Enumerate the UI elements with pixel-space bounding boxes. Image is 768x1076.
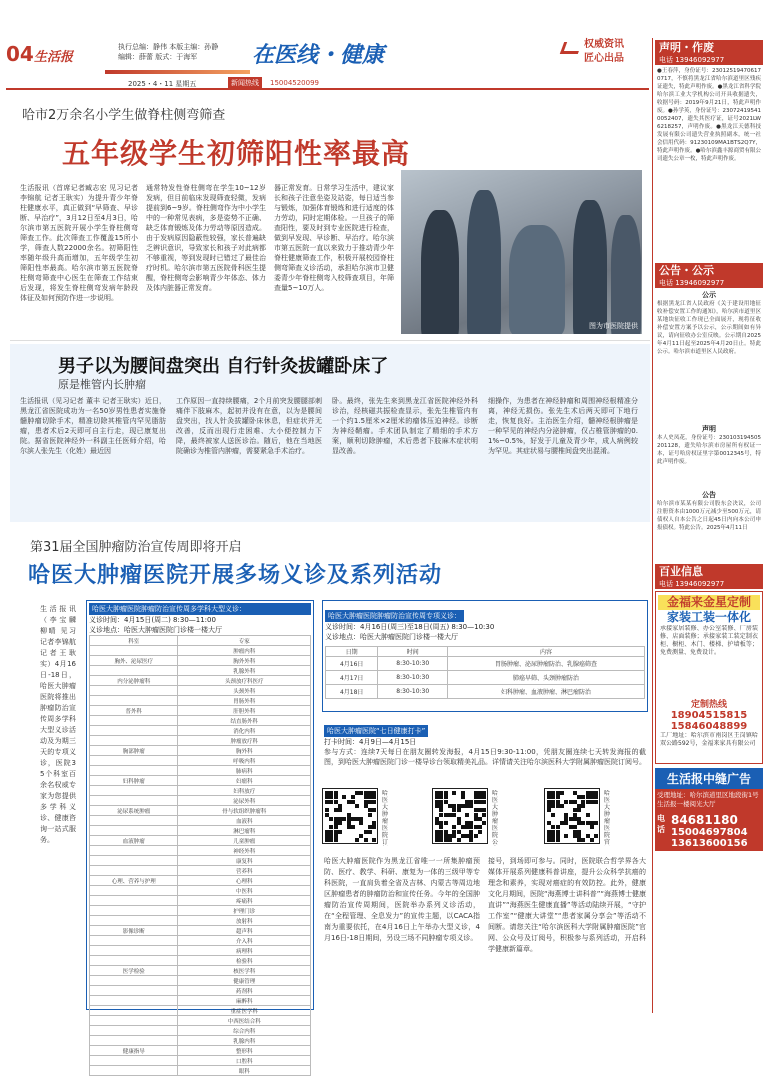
- table-cell: 中西医结合科: [178, 1016, 311, 1026]
- table-cell: [90, 986, 178, 996]
- table-cell: 营养科: [178, 866, 311, 876]
- table-cell: 口腔科: [178, 1056, 311, 1066]
- classified-phone: 电话 13946092977: [655, 580, 763, 589]
- table-row: [326, 657, 645, 671]
- issue-date: 2025・4・11 星期五: [128, 80, 197, 88]
- table-cell: 重症医学科: [178, 1006, 311, 1016]
- article1-headline: 五年级学生初筛阳性率最高: [62, 137, 411, 170]
- table-cell: 肺病科: [178, 766, 311, 776]
- table-header-row: [90, 636, 311, 646]
- qr-module: [594, 834, 598, 838]
- table-cell: [90, 826, 178, 836]
- table-cell: [90, 696, 178, 706]
- table-cell: 8:30-10:30: [378, 685, 448, 699]
- table-cell: 胸外外科: [178, 656, 311, 666]
- qr-module: [564, 834, 568, 838]
- schedule-table: [89, 635, 311, 1076]
- table-cell: 核医学科: [178, 966, 311, 976]
- ad-phone: 13613600156: [671, 838, 748, 849]
- qr-module: [457, 808, 461, 812]
- table-row: [90, 1046, 311, 1056]
- table-cell: 康复科: [178, 856, 311, 866]
- slogan-line-1: 权威资讯: [584, 39, 624, 50]
- table-cell: [90, 1036, 178, 1046]
- table-cell: 健康指导: [90, 1046, 178, 1056]
- table-cell: 骨与软组织肿瘤科: [178, 806, 311, 816]
- specialty-place: 义诊地点：哈医大肿瘤医院门诊楼一楼大厅: [325, 633, 458, 641]
- table-row: [90, 1056, 311, 1066]
- ad-phone: 84681180: [671, 813, 738, 827]
- table-cell: 肿瘤内科: [178, 646, 311, 656]
- student-figure: [467, 190, 501, 334]
- table-cell: [90, 1026, 178, 1036]
- table-cell: 肝胆外科: [178, 706, 311, 716]
- table-cell: 麻醉科: [178, 996, 311, 1006]
- classified-body: 哈尔滨市某某有限公司股东会决议，公司注册资本由1000万元减少至500万元，请债权人自本公告之日起45日内向本公司申报债权。特此公告。2025年4月11日: [657, 501, 761, 531]
- qr-label: 哈医大肿瘤医院官: [604, 790, 611, 846]
- classified-phone: 电话 13946092977: [655, 56, 763, 65]
- table-row: [90, 1066, 311, 1076]
- table-cell: [90, 886, 178, 896]
- table-row: [90, 986, 311, 996]
- table-row: [90, 836, 311, 846]
- qr-code-icon[interactable]: [544, 788, 600, 844]
- article3-headline: 哈医大肿瘤医院开展多场义诊及系列活动: [28, 563, 443, 588]
- qr-module: [334, 838, 338, 842]
- table-cell: [90, 816, 178, 826]
- table-row: [90, 936, 311, 946]
- table-row: [90, 976, 311, 986]
- qr-module: [338, 808, 342, 812]
- table-cell: 内分泌肿瘤科: [90, 676, 178, 686]
- checkin-body: 参与方式：连续7天每日在朋友圈转发海报，4月15日9:30-11:00，凭朋友圈连续七天转发海报的截图，到哈医大肿瘤医院门诊一楼导诊台领取精美礼品。详情请关注哈尔滨医科大学附属肿瘤医院订阅号。: [324, 748, 646, 766]
- page-number: 04: [6, 42, 34, 66]
- table-row: [90, 776, 311, 786]
- table-cell: [90, 856, 178, 866]
- table-row: [90, 756, 311, 766]
- table-row: [90, 946, 311, 956]
- table-cell: 胃肠外科: [178, 696, 311, 706]
- article2-col4: 细操作，为患者在神经肿瘤和周围神经根精准分离，神经无损伤。张先生术后两天即可下地行走，恢复良好。主治医生介绍，髓神经根肿瘤是一种罕见的神经内分泌肿瘤，仅占椎管肿瘤的0.1%~0.5%，好发于儿童及青少年，成人病例较为罕见。其症状易与腰椎间盘突出混淆。: [488, 397, 638, 455]
- specialty-table: [325, 646, 645, 699]
- table-cell: 8:30-10:30: [378, 671, 448, 685]
- table-row: [90, 786, 311, 796]
- editor-line-1: 执行总编：静伟 本版主编：孙静: [118, 43, 219, 51]
- table-header-row: [326, 647, 645, 657]
- table-row: [90, 726, 311, 736]
- furniture-ad: [655, 591, 763, 764]
- ad-phone-label: 电话: [657, 814, 665, 834]
- table-row: [90, 766, 311, 776]
- table-cell: 妇科肿瘤、血液肿瘤、淋巴瘤防治: [448, 685, 645, 699]
- table-row: [90, 1036, 311, 1046]
- table-row: [90, 656, 311, 666]
- qr-module: [581, 804, 585, 808]
- table-row: [90, 846, 311, 856]
- table-row: [90, 826, 311, 836]
- divider: [10, 340, 650, 341]
- table-cell: 眼科: [178, 1066, 311, 1076]
- article3-kicker: 第31届全国肿瘤防治宣传周即将开启: [30, 540, 242, 555]
- editor-credits: [118, 42, 218, 62]
- table-cell: 放射科: [178, 916, 311, 926]
- classifieds-column: [655, 40, 763, 1012]
- table-header: 专家: [178, 636, 311, 646]
- table-cell: 胸外科: [178, 746, 311, 756]
- table-cell: 头颈放疗科医疗: [178, 676, 311, 686]
- table-cell: [90, 896, 178, 906]
- table-cell: 肿瘤放疗科: [178, 736, 311, 746]
- table-cell: [90, 846, 178, 856]
- table-cell: 4月16日: [326, 657, 378, 671]
- table-cell: [90, 936, 178, 946]
- qr-module: [556, 838, 560, 842]
- table-cell: 中医科: [178, 886, 311, 896]
- table-cell: [90, 1016, 178, 1026]
- qr-module: [590, 825, 594, 829]
- table-cell: 心理科: [178, 876, 311, 886]
- section-slogan: [584, 38, 624, 66]
- table-cell: [90, 736, 178, 746]
- article1-col3: 器正常发育。日常学习生活中，建议家长和孩子注意坐姿及站姿，每日适当参与锻炼，加强体育锻炼和进行适度的体力劳动，同时定期体检。一旦孩子的筛查阳性，要及时到专业医院进行检查，做到早发现、早诊断、早治疗。哈尔滨市第五医院一直以来致力于推动青少年脊柱健康筛查工作，积极开展校园脊柱侧弯筛查义诊活动，承担哈尔滨市卫健委青少年脊柱侧弯入校筛查项目，年筛查量5~10万人。: [274, 184, 394, 292]
- classified-subtitle: 公告: [702, 491, 716, 499]
- table-cell: [90, 716, 178, 726]
- ad-headline: 金福来金星定制: [658, 595, 760, 610]
- table-row: [90, 906, 311, 916]
- table-row: [90, 646, 311, 656]
- ad-headline: 家装工装一体化: [666, 610, 751, 624]
- table-cell: 8:30-10:30: [378, 657, 448, 671]
- classified-subtitle: 声明: [702, 425, 716, 433]
- qr-module: [594, 800, 598, 804]
- ad-address: 工厂地址：哈尔滨市南岗区王岗镇哈双公路592号，金福来家具有限公司: [660, 732, 758, 747]
- table-row: [90, 816, 311, 826]
- table-row: [90, 746, 311, 756]
- qr-module: [474, 834, 478, 838]
- doctor-figure: [509, 225, 565, 334]
- qr-module: [581, 838, 585, 842]
- table-row: [90, 1006, 311, 1016]
- table-cell: 影像诊断: [90, 926, 178, 936]
- table-header: 时间: [378, 647, 448, 657]
- table-cell: 4月17日: [326, 671, 378, 685]
- qr-module: [372, 838, 376, 842]
- slogan-line-2: 匠心出品: [584, 53, 624, 64]
- table-cell: 妇瘤科: [178, 776, 311, 786]
- table-cell: 乳腺内科: [178, 1036, 311, 1046]
- qr-module: [355, 838, 359, 842]
- qr-module: [577, 808, 581, 812]
- specialty-time: 义诊时间：4月16日(周三)至18日(周五) 8:30—10:30: [325, 623, 495, 631]
- qr-module: [372, 800, 376, 804]
- qr-module: [444, 821, 448, 825]
- classified-section-title: 百业信息: [655, 564, 763, 580]
- table-row: [90, 896, 311, 906]
- table-cell: [90, 1066, 178, 1076]
- table-cell: [90, 906, 178, 916]
- qr-label: 哈医大肿瘤医院订: [382, 790, 389, 846]
- article1-col2: 通常特发性脊柱侧弯在学生10~12岁发病，但目前临床发现筛查轻微，发病提前到6~9岁。脊柱侧弯作为中小学生中的一种常见表病，多是姿势不正确、缺乏体育锻炼及体力劳动等原因造成。由于发病原因隐蔽性较强，家长普遍缺乏辨识意识，导致家长和孩子对此病都不够重视，等到发现时已错过了最佳治疗时机。哈尔滨市第五医院骨科医生提醒，脊柱侧弯会影响青少年体态、体力及体内脏器正常发育。: [146, 184, 266, 292]
- table-cell: 乳腺外科: [178, 666, 311, 676]
- table-cell: 淋巴瘤科: [178, 826, 311, 836]
- table-cell: 疼痛科: [178, 896, 311, 906]
- table-cell: [90, 976, 178, 986]
- arrow-icon: [560, 42, 582, 54]
- hotline-number: 15004520099: [270, 79, 319, 87]
- specialty-box: [322, 600, 648, 712]
- article1-photo: [401, 170, 642, 334]
- ad-phone: 15846048899: [670, 721, 748, 732]
- table-cell: 肺癌早筛、头颈肿瘤防治: [448, 671, 645, 685]
- qr-module: [586, 813, 590, 817]
- table-cell: [90, 916, 178, 926]
- table-cell: [90, 996, 178, 1006]
- table-cell: [90, 756, 178, 766]
- qr-module: [452, 791, 456, 795]
- qr-module: [560, 791, 564, 795]
- qr-module: [338, 830, 342, 834]
- schedule-place: 义诊地点：哈医大肿瘤医院门诊楼一楼大厅: [89, 626, 222, 634]
- classified-body: ●王春萍，身份证号：230125194706170717，不慎将黑龙江省哈尔滨道里区残疾证遗失，特此声明作废。●黑龙江省科学院哈尔滨工业大学机构公司开具收据遗失，收据号码：2019年9月21日，特此声明作废。●孙学英，身份证号：230724195410052407，遗失其医疗证，证号2021LW6218257，声明作废。●黑龙江天德科技发展有限公司遗失营业执照副本，统一社会信用代码：91230109MA1BTS2Q7Y，特此声明作废。●哈尔滨鑫丰源商贸有限公司遗失公章一枚，特此声明作废。: [657, 68, 761, 162]
- qr-code-icon[interactable]: [432, 788, 488, 844]
- table-row: [90, 736, 311, 746]
- column-rule: [652, 38, 653, 1013]
- table-cell: [90, 866, 178, 876]
- table-cell: 头颈外科: [178, 686, 311, 696]
- table-row: [90, 886, 311, 896]
- qr-module: [351, 825, 355, 829]
- article1-kicker: 哈市2万余名小学生做脊柱侧弯筛查: [22, 108, 226, 123]
- table-row: [90, 926, 311, 936]
- qr-module: [368, 830, 372, 834]
- qr-module: [551, 813, 555, 817]
- classified-body: 本人史凤花，身份证号：230103194505201128，遗失哈尔滨市房屋所有权证一本，证号哈房权证里字第0012345号，特此声明作废。: [657, 435, 761, 465]
- table-cell: 妇科放疗: [178, 786, 311, 796]
- checkin-box: [322, 716, 648, 782]
- table-row: [90, 676, 311, 686]
- section-banner: 在医线・健康: [252, 42, 385, 68]
- table-cell: 综合内科: [178, 1026, 311, 1036]
- qr-module: [469, 838, 473, 842]
- table-cell: 病理科: [178, 946, 311, 956]
- table-cell: [90, 726, 178, 736]
- table-row: [90, 696, 311, 706]
- classified-subtitle: 公示: [702, 291, 716, 299]
- table-row: [90, 666, 311, 676]
- table-cell: 胸外、泌尿医疗: [90, 656, 178, 666]
- qr-module: [359, 821, 363, 825]
- table-row: [90, 856, 311, 866]
- qr-module: [364, 838, 368, 842]
- qr-row: [322, 786, 648, 848]
- newspaper-brand: 生活报: [34, 50, 74, 65]
- ad-phone: 18904515815: [670, 710, 748, 721]
- table-cell: [90, 796, 178, 806]
- table-cell: 胸部肿瘤: [90, 746, 178, 756]
- table-cell: 检验科: [178, 956, 311, 966]
- table-cell: 护理门诊: [178, 906, 311, 916]
- student-figure: [611, 215, 641, 334]
- table-cell: 结直肠外科: [178, 716, 311, 726]
- table-row: [90, 686, 311, 696]
- article3-col-a: 哈医大肿瘤医院作为黑龙江省唯一一所集肿瘤预防、医疗、教学、科研、康复为一体的三级甲等专科医院，一直肩负着全省及吉林、内蒙古等周边地区肿瘤患者的肿瘤防治和宣传任务。今年的全国肿瘤防治宣传周期间，医院举办系列义诊活动，在“全程管理、全息发力”的宣传主题，以CACA指南为重要依托，在4月16日上午举办大型义诊，4月16日-18日期间，另设三场不同肿瘤专项义诊。: [324, 857, 480, 942]
- table-cell: 消化内科: [178, 726, 311, 736]
- table-cell: 儿童肿瘤: [178, 836, 311, 846]
- student-figure: [421, 210, 459, 334]
- table-cell: [90, 766, 178, 776]
- table-cell: 血液肿瘤: [90, 836, 178, 846]
- qr-module: [594, 821, 598, 825]
- qr-module: [338, 821, 342, 825]
- checkin-title: 哈医大肿瘤医院“七日健康打卡”: [324, 725, 428, 737]
- table-row: [90, 806, 311, 816]
- table-cell: 泌尿系统肿瘤: [90, 806, 178, 816]
- table-header: 日期: [326, 647, 378, 657]
- article2-col2: 工作原因一直持续腰痛，2个月前突发腰腿部刺痛伴下肢麻木，起初并没有在意，以为是腰间盘突出，找人针灸拔罐卧床休息，但症状并无改善，反而出现行走困难、大小便控制力下降，最终被家人送医诊治。随后，他在当地医院确诊为椎管内肿瘤，需要紧急手术治疗。: [176, 397, 322, 455]
- qr-module: [560, 804, 564, 808]
- table-row: [90, 916, 311, 926]
- photo-caption: 图为市医院提供: [589, 322, 638, 330]
- table-cell: 神经外科: [178, 846, 311, 856]
- table-header: 内容: [448, 647, 645, 657]
- specialty-box-title: 哈医大肿瘤医院肿瘤防治宣传周专项义诊：: [325, 610, 464, 622]
- article2-col3: 卧。最终，张先生来到黑龙江省医院神经外科诊治，经核磁共振检查显示，张先生椎管内有一个约1.5厘米×2厘米的瘤体压迫神经。诊断为神经鞘瘤。手术团队制定了精细的手术方案，顺利切除肿瘤，术后患者下肢麻木症状明显改善。: [332, 397, 478, 455]
- classified-section-title: 生活报中缝广告: [655, 768, 763, 789]
- table-cell: 胃肠肿瘤、泌尿肿瘤防治、乳腺癌筛查: [448, 657, 645, 671]
- classified-section-title: 声明・作废: [655, 40, 763, 56]
- table-cell: 心理、营养与护理: [90, 876, 178, 886]
- table-row: [90, 796, 311, 806]
- qr-module: [482, 813, 486, 817]
- ad-phone: 15004697804: [671, 827, 748, 838]
- table-cell: 呼吸内科: [178, 756, 311, 766]
- table-row: [326, 671, 645, 685]
- hotline-badge: 新闻热线: [228, 77, 262, 89]
- table-row: [326, 685, 645, 699]
- table-cell: [90, 786, 178, 796]
- qr-module: [457, 838, 461, 842]
- table-cell: 医学检验: [90, 966, 178, 976]
- qr-module: [448, 838, 452, 842]
- editor-line-2: 编辑：薛蕾 版式：于海军: [118, 53, 198, 61]
- table-cell: 介入科: [178, 936, 311, 946]
- schedule-time: 义诊时间：4月15日(周二) 8:30—11:00: [89, 616, 216, 624]
- article2-subhead: 原是椎管内长肿瘤: [58, 378, 146, 391]
- schedule-box-title: 哈医大肿瘤医院肿瘤防治宣传周多学科大型义诊：: [89, 603, 311, 615]
- qr-module: [355, 804, 359, 808]
- classified-body: 根据黑龙江省人民政府《关于建设用地征收补偿安置工作的通知》，哈尔滨市道里区某地块征收工作现已全面展开，现将征收补偿安置方案予以公示，公示期间如有异议，请向征收办公室反映。公示期自2025年4月11日起至2025年4月20日止。特此公示。哈尔滨市道里区人民政府。: [657, 301, 761, 355]
- table-cell: [90, 946, 178, 956]
- qr-module: [368, 813, 372, 817]
- article2-headline: 男子以为腰间盘突出 自行针灸拔罐卧床了: [58, 356, 389, 377]
- qr-label: 哈医大肿瘤医院公: [492, 790, 499, 846]
- table-cell: 药剂科: [178, 986, 311, 996]
- ad-phone-label: 定制热线: [690, 700, 727, 710]
- ad-address: 受理地址：哈尔滨道里区地段街1号生活报一楼阅光大厅: [655, 789, 763, 811]
- table-row: [90, 966, 311, 976]
- qr-code-icon[interactable]: [322, 788, 378, 844]
- qr-module: [465, 813, 469, 817]
- table-cell: 普外科: [90, 706, 178, 716]
- table-cell: [90, 646, 178, 656]
- checkin-time: 打卡时间：4月9日—4月15日: [324, 738, 417, 746]
- ad-phone-block: [655, 811, 763, 851]
- table-row: [90, 876, 311, 886]
- table-cell: 整形科: [178, 1046, 311, 1056]
- table-cell: 4月18日: [326, 685, 378, 699]
- table-row: [90, 716, 311, 726]
- qr-module: [482, 800, 486, 804]
- table-cell: [90, 686, 178, 696]
- qr-module: [372, 825, 376, 829]
- table-cell: 血液科: [178, 816, 311, 826]
- table-row: [90, 1016, 311, 1026]
- article3-sidebar: 生活报讯（李宝麟 柳晴 见习记者李锦航 记者王耿实）4月16日-18日，哈医大肿瘤医院将推出肿瘤防治宣传周多学科大型义诊活动及为期三天的专项义诊，医院35个科室百余名权威专家为您提供多学科义诊、健康咨询一站式服务。: [40, 605, 76, 844]
- table-cell: [90, 1056, 178, 1066]
- table-row: [90, 706, 311, 716]
- table-cell: 泌尿外科: [178, 796, 311, 806]
- table-cell: 妇科肿瘤: [90, 776, 178, 786]
- classified-section-title: 公告・公示: [655, 263, 763, 279]
- article1-col1: 生活报讯（首席记者臧志宏 见习记者李锦航 记者王耿实）为提升青少年脊柱健康水平，真正做到“早筛查、早诊断、早治疗”，3月12日至4月3日，哈尔滨市第五医院开展小学生脊柱侧弯筛查工作。此次筛查工作覆盖15所小学，筛查人数22000余名。初筛阳性率随年级升高而增加，五年级学生初筛阳性率最高。哈尔滨市第五医院脊柱侧弯筛查中心医生在筛查工作结束后发现，将发生脊柱侧弯发病年龄段体征及如何预防作进一步说明。: [20, 184, 138, 302]
- table-cell: 健康管理: [178, 976, 311, 986]
- table-row: [90, 996, 311, 1006]
- qr-module: [478, 830, 482, 834]
- article2-col1: 生活报讯（见习记者 董丰 记者王耿实）近日，黑龙江省医院成功为一名50岁男性患者实施脊髓肿瘤切除手术，精准切除其椎管内罕见脂肪瘤，患者术后2天即可自主行走，现已康复出院。据省医院神经外一科副主任医师介绍，哈尔滨人张先生（化姓）最近因: [20, 397, 166, 455]
- table-cell: [90, 956, 178, 966]
- table-row: [90, 956, 311, 966]
- qr-module: [590, 838, 594, 842]
- table-cell: 超声科: [178, 926, 311, 936]
- article3-col-b: 接号，到场即可参与。同时，医院联合哲学界各大媒体开展系列健康科普讲座，提升公众科学抗癌的理念和素养，实现对癌症的有效防控。此外，健康文化月期间，医院“海燕博士讲科普”“海燕博士健康直讲”“海燕医生健康直播”等活动陆续开展，“守护工作室”“健康大讲堂”“患者家属分享会”等活动不间断。请您关注“哈尔滨医科大学附属肿瘤医院”官网、公众号及订阅号，积极参与系列活动，开启科学健康新篇章。: [488, 857, 646, 953]
- student-figure: [573, 200, 607, 334]
- table-row: [90, 1026, 311, 1036]
- table-cell: [90, 666, 178, 676]
- table-cell: [90, 1006, 178, 1016]
- ad-body: 承接家居装修、办公室装修、厂房装修、店面装修；承接家装工装定制衣柜、橱柜、木门、楼梯、护墙板等；免费测量、免费设计。: [660, 625, 758, 656]
- table-header: 科室: [90, 636, 178, 646]
- schedule-box: [86, 600, 314, 1075]
- header-rule: [6, 88, 649, 90]
- decorative-wave: [105, 70, 250, 74]
- table-row: [90, 866, 311, 876]
- qr-module: [372, 808, 376, 812]
- classified-phone: 电话 13946092977: [655, 279, 763, 288]
- qr-module: [482, 821, 486, 825]
